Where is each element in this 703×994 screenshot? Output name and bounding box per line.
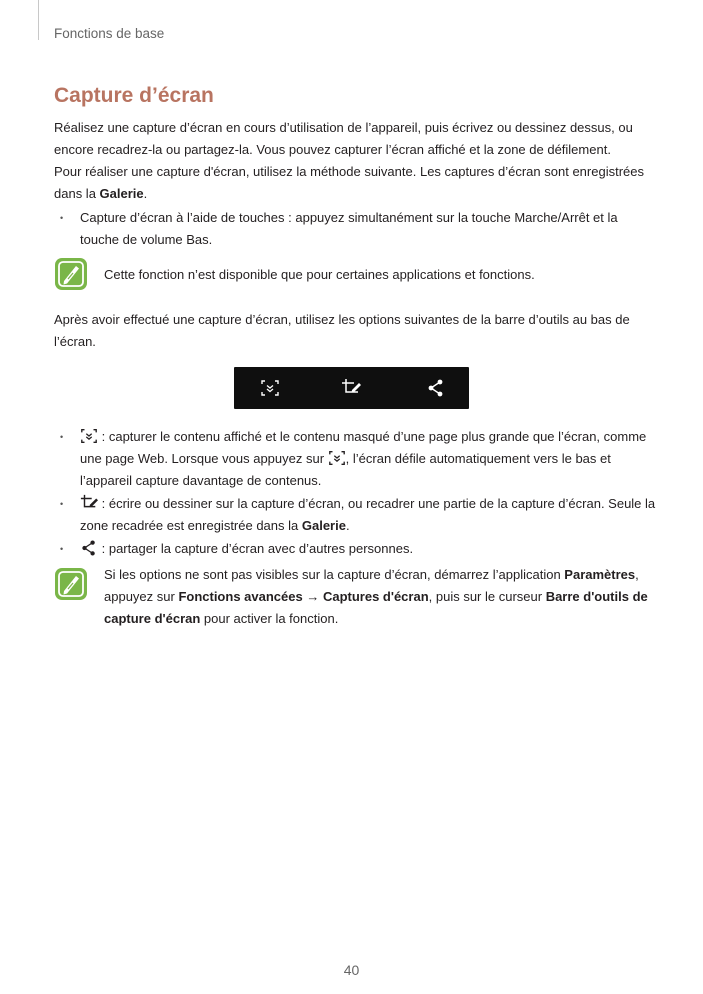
bullet-share — [80, 538, 660, 560]
edit-text-end: . — [345, 518, 350, 533]
note2-arrow: → — [302, 589, 323, 604]
after-paragraph: Après avoir effectué une capture d’écran, utilisez les options suivantes de la barre d’outils au bas de l’écran. — [54, 312, 630, 349]
page-number: 40 — [343, 962, 360, 978]
scroll-capture-icon — [80, 427, 98, 445]
method-paragraph — [54, 161, 658, 205]
note2-t2: , appuyez sur — [104, 567, 639, 604]
bullet-edit — [80, 493, 660, 537]
toolbar-setting-term: Barre d'outils de capture d'écran — [104, 589, 648, 626]
header-rule — [38, 0, 39, 40]
note-icon — [54, 257, 88, 291]
bullet-keys: • Capture d’écran à l’aide de touches : appuyez simultanément sur la touche Marche/Arrêt et la touche de volume Bas. — [80, 207, 660, 251]
page-title: Capture d’écran — [54, 84, 214, 107]
scroll-text: : capturer le contenu affiché et le contenu masqué d’une page plus grande que l’écran, comme une page Web. Lorsque vous appuyez sur — [80, 429, 647, 466]
gallery-term: Galerie — [301, 518, 346, 533]
share-icon — [80, 539, 98, 557]
screenshots-term: Captures d'écran — [322, 589, 429, 604]
note-text: Cette fonction n’est disponible que pour certaines applications et fonctions. — [104, 267, 535, 282]
intro-paragraph: Réalisez une capture d’écran en cours d’utilisation de l’appareil, puis écrivez ou dessinez dessus, ou encore recadrez-la ou partagez-la. Vous pouvez capturer l’écran affiché et la zone de défilement. — [54, 120, 633, 157]
edit-crop-icon — [80, 494, 98, 512]
note2-t4: , puis sur le curseur — [428, 589, 546, 604]
section-header: Fonctions de base — [54, 26, 165, 41]
method-end: . — [143, 186, 148, 201]
edit-text: : écrire ou dessiner sur la capture d’écran, ou recadrer une partie de la capture d’écran. Seule la zone recadrée est enregistrée dans la — [80, 496, 656, 533]
gallery-term: Galerie — [99, 186, 144, 201]
settings-app-term: Paramètres — [564, 567, 636, 582]
scroll-text-end: , l’écran défile automatiquement vers le bas et l’appareil capture davantage de contenus. — [80, 451, 611, 488]
screenshot-toolbar — [234, 367, 469, 409]
scroll-capture-icon — [328, 449, 346, 467]
advanced-features-term: Fonctions avancées — [178, 589, 303, 604]
note2-t5: pour activer la fonction. — [200, 611, 339, 626]
share-icon — [426, 378, 446, 398]
note-settings-text — [104, 564, 660, 630]
note2-t1: Si les options ne sont pas visibles sur la capture d’écran, démarrez l’application — [104, 567, 565, 582]
note-icon — [54, 567, 88, 601]
scroll-capture-icon — [260, 378, 280, 398]
bullet-scroll-capture — [80, 426, 660, 492]
edit-crop-icon — [341, 378, 361, 398]
share-text: : partager la capture d’écran avec d’autres personnes. — [98, 541, 414, 556]
method-text: Pour réaliser une capture d'écran, utilisez la méthode suivante. Les captures d’écran sont enregistrées dans la — [54, 164, 644, 201]
